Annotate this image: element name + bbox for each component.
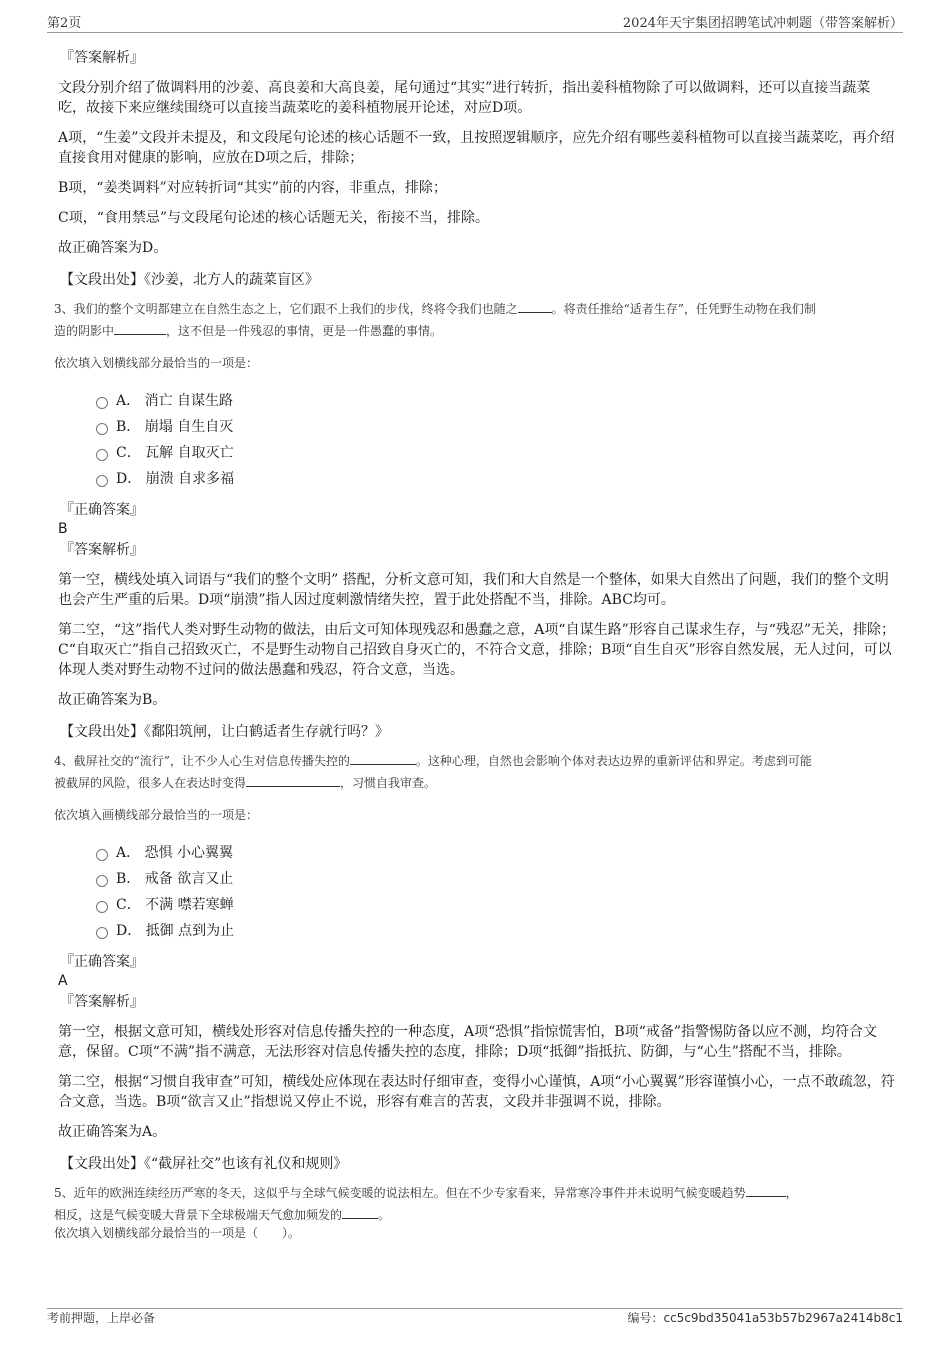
q3-stem: 3、我们的整个文明都建立在自然生态之上，它们跟不上我们的步伐，终将令我们也随之 。将责任推给“适者生存”，任凭野生动物在我们制 造的阴影中 ，这不但是一件残忍的事情，更是一件愚蠢的事情。 — [54, 298, 896, 342]
q2-conclusion: 故正确答案为D。 — [58, 240, 168, 256]
q5-instruction: 依次填入划横线部分最恰当的一项是（ ）。 — [54, 1226, 301, 1240]
q4-options — [96, 840, 896, 944]
q3-options — [96, 388, 896, 492]
document-code: 编号：cc5c9bd35041a53b57b2967a2414b8c1 — [627, 1311, 903, 1325]
q2-analysis-p3: B项，“姜类调料”对应转折词“其实”前的内容，非重点，排除； — [58, 180, 447, 196]
page-content — [56, 40, 896, 1244]
q3-analysis-label: 『答案解析』 — [60, 542, 144, 558]
q4-instruction: 依次填入画横线部分最恰当的一项是： — [54, 808, 259, 822]
page-number: 第2页 — [47, 16, 82, 31]
q5-stem: 5、近年的欧洲连续经历严寒的冬天，这似乎与全球气候变暖的说法相左。但在不少专家看来，异常寒冷事件并未说明气候变暖趋势 ， 相反，这是气候变暖大背景下全球极端天气愈加频发的 。 — [54, 1182, 896, 1226]
q4-answer: A — [58, 973, 68, 989]
radio-icon[interactable] — [96, 901, 108, 913]
q4-option-b[interactable]: B． 戒备 欲言又止 — [96, 866, 896, 892]
q2-analysis-label: 『答案解析』 — [60, 50, 144, 66]
q3-correct-label: 『正确答案』 — [60, 502, 144, 518]
q3-instruction: 依次填入划横线部分最恰当的一项是： — [54, 356, 259, 370]
q3-option-c[interactable]: C． 瓦解 自取灭亡 — [96, 440, 896, 466]
document-title: 2024年天宇集团招聘笔试冲刺题（带答案解析） — [622, 16, 903, 31]
page-header — [47, 12, 903, 32]
q3-option-d[interactable]: D． 崩溃 自求多福 — [96, 466, 896, 492]
q2-source: 【文段出处】《沙姜，北方人的蔬菜盲区》 — [60, 272, 319, 288]
q3-analysis-p2: 第二空，“这”指代人类对野生动物的做法，由后文可知体现残忍和愚蠢之意，A项“自谋生路”形容自己谋求生存，与“残忍”无关，排除；C“自取灭亡”指自己招致灭亡，不是野生动物自己招致自身灭亡的，不符合文意，排除；B项“自生自灭”形容自然发展，无人过问，可以体现人类对野生动物不过问的做法愚蠢和残忍，符合文意，当选。 — [58, 622, 896, 678]
radio-icon[interactable] — [96, 397, 108, 409]
page-footer — [47, 1309, 903, 1327]
radio-icon[interactable] — [96, 875, 108, 887]
q4-source: 【文段出处】《“截屏社交”也该有礼仪和规则》 — [60, 1156, 348, 1172]
q3-option-a[interactable]: A． 消亡 自谋生路 — [96, 388, 896, 414]
radio-icon[interactable] — [96, 449, 108, 461]
q4-analysis-label: 『答案解析』 — [60, 994, 144, 1010]
q3-option-b[interactable]: B． 崩塌 自生自灭 — [96, 414, 896, 440]
q2-analysis-p2: A项，“生姜”文段并未提及，和文段尾句论述的核心话题不一致，且按照逻辑顺序，应先介绍有哪些姜科植物可以直接当蔬菜吃，再介绍直接食用对健康的影响，应放在D项之后，排除； — [58, 130, 895, 166]
q3-conclusion: 故正确答案为B。 — [58, 692, 167, 708]
q4-option-d[interactable]: D． 抵御 点到为止 — [96, 918, 896, 944]
q3-source: 【文段出处】《鄱阳筑闸，让白鹤适者生存就行吗？》 — [60, 724, 389, 740]
q4-conclusion: 故正确答案为A。 — [58, 1124, 167, 1140]
radio-icon[interactable] — [96, 423, 108, 435]
q4-analysis-p2: 第二空，根据“习惯自我审查”可知，横线处应体现在表达时仔细审查，变得小心谨慎，A项“小心翼翼”形容谨慎小心，一点不敢疏忽，符合文意，当选。B项“欲言又止”指想说又停止不说，形容有难言的苦衷，文段并非强调不说，排除。 — [58, 1074, 895, 1110]
q2-analysis-p1: 文段分别介绍了做调料用的沙姜、高良姜和大高良姜，尾句通过“其实”进行转折，指出姜科植物除了可以做调料，还可以直接当蔬菜吃，故接下来应继续围绕可以直接当蔬菜吃的姜科植物展开论述，对应D项。 — [58, 80, 871, 116]
q4-correct-label: 『正确答案』 — [60, 954, 144, 970]
q3-answer: B — [58, 521, 68, 537]
radio-icon[interactable] — [96, 927, 108, 939]
header-divider — [47, 32, 903, 33]
footer-slogan: 考前押题，上岸必备 — [47, 1311, 156, 1325]
q2-analysis-p4: C项，“食用禁忌”与文段尾句论述的核心话题无关，衔接不当，排除。 — [58, 210, 490, 226]
q3-analysis-p1: 第一空，横线处填入词语与“我们的整个文明” 搭配，分析文意可知，我们和大自然是一个整体，如果大自然出了问题，我们的整个文明也会产生严重的后果。D项“崩溃”指人因过度刺激情绪失控，置于此处搭配不当，排除。ABC均可。 — [58, 572, 889, 608]
q4-option-c[interactable]: C． 不满 噤若寒蝉 — [96, 892, 896, 918]
q4-stem: 4、截屏社交的“流行”，让不少人心生对信息传播失控的 。这种心理，自然也会影响个体对表达边界的重新评估和界定。考虑到可能 被截屏的风险，很多人在表达时变得 ，习惯自我审查。 — [54, 750, 896, 794]
radio-icon[interactable] — [96, 475, 108, 487]
q4-analysis-p1: 第一空，根据文意可知，横线处形容对信息传播失控的一种态度，A项“恐惧”指惊慌害怕，B项“戒备”指警惕防备以应不测，均符合文意，保留。C项“不满”指不满意，无法形容对信息传播失控的态度，排除；D项“抵御”指抵抗、防御，与“心生”搭配不当，排除。 — [58, 1024, 878, 1060]
radio-icon[interactable] — [96, 849, 108, 861]
q4-option-a[interactable]: A． 恐惧 小心翼翼 — [96, 840, 896, 866]
